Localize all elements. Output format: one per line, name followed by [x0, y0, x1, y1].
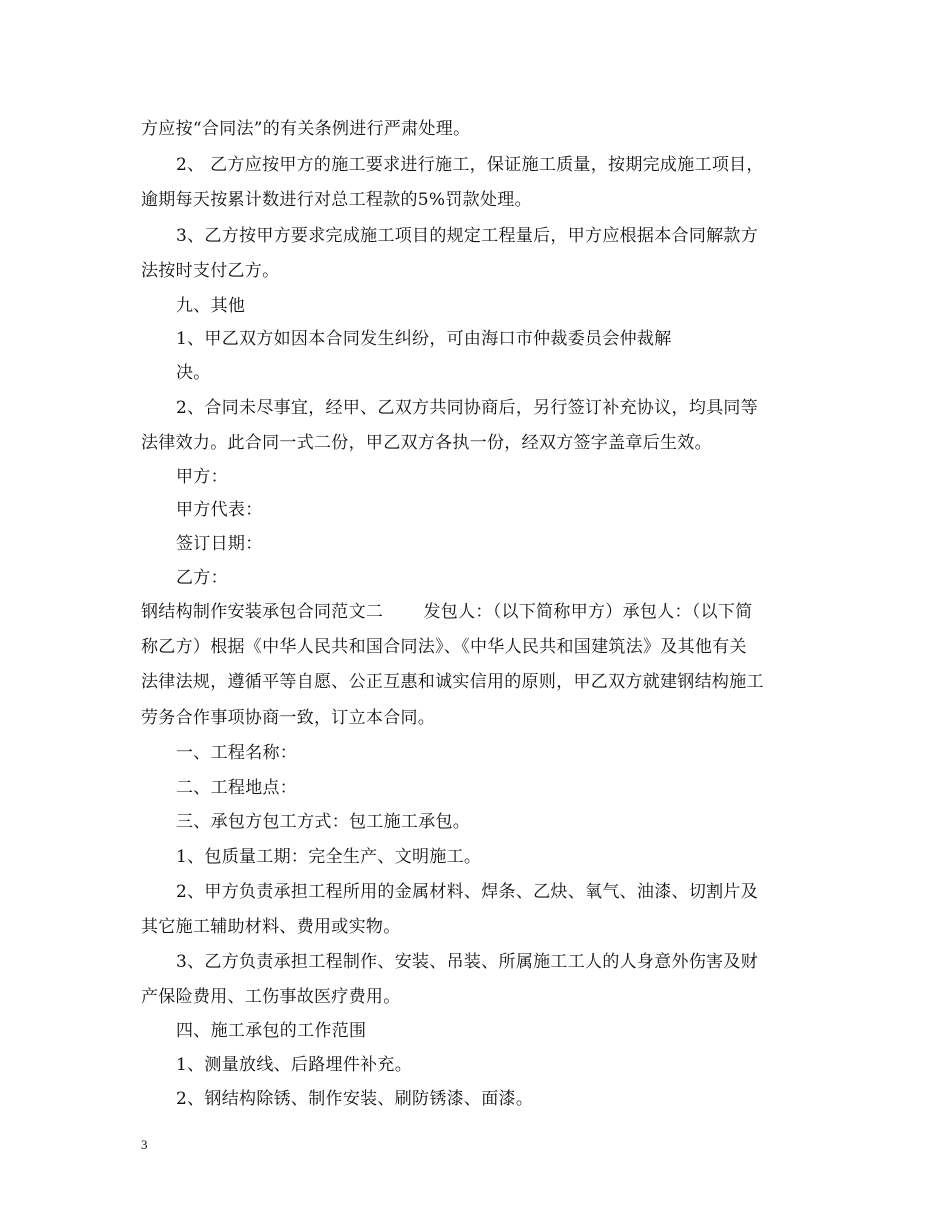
section-heading: 四、施工承包的工作范围 [176, 1021, 367, 1041]
text-line: 法按时支付乙方。 [141, 261, 280, 281]
section-heading: 三、承包方包工方式：包工施工承包。 [176, 812, 471, 832]
text-line: 2、合同未尽事宜，经甲、乙双方共同协商后，另行签订补充协议，均具同等 [176, 398, 759, 418]
text-line: 其它施工辅助材料、费用或实物。 [141, 917, 401, 937]
signature-field-date: 签订日期： [176, 534, 263, 554]
text-line: 产保险费用、工伤事故医疗费用。 [141, 987, 401, 1007]
page-number: 3 [141, 1137, 148, 1152]
text-line: 称乙方）根据《中华人民共和国合同法》、《中华人民共和国建筑法》及其他有关 [141, 637, 747, 657]
text-line: 2、钢结构除锈、制作安装、刷防锈漆、面漆。 [176, 1089, 534, 1109]
text-line: 决。 [176, 363, 211, 383]
text-line: 法律法规，遵循平等自愿、公正互惠和诚实信用的原则，甲乙双方就建钢结构施工 [141, 672, 764, 692]
section-heading: 九、其他 [176, 296, 246, 316]
text-line: 1、测量放线、后路埋件补充。 [176, 1055, 413, 1075]
text-line: 3、乙方按甲方要求完成施工项目的规定工程量后，甲方应根据本合同解款方 [176, 226, 759, 246]
text-line: 3、乙方负责承担工程制作、安装、吊装、所属施工工人的人身意外伤害及财 [176, 952, 759, 972]
text-line: 逾期每天按累计数进行对总工程款的5%罚款处理。 [141, 190, 532, 210]
text-line: 劳务合作事项协商一致，订立本合同。 [141, 708, 436, 728]
text-line: 2、 乙方应按甲方的施工要求进行施工，保证施工质量，按期完成施工项目， [176, 155, 764, 175]
section-heading: 二、工程地点： [176, 778, 298, 798]
signature-field-party-b: 乙方： [176, 568, 228, 588]
text-line: 法律效力。此合同一式二份，甲乙双方各执一份，经双方签字盖章后生效。 [141, 433, 712, 453]
text-line: 方应按“合同法”的有关条例进行严肃处理。 [141, 119, 471, 139]
signature-field-party-a: 甲方： [176, 467, 228, 487]
text-line: 2、甲方负责承担工程所用的金属材料、焊条、乙炔、氧气、油漆、切割片及 [176, 882, 759, 902]
text-line: 1、包质量工期：完全生产、文明施工。 [176, 847, 482, 867]
text-line: 钢结构制作安装承包合同范文二 发包人：（以下简称甲方）承包人：（以下简 [141, 602, 753, 622]
text-line: 1、甲乙双方如因本合同发生纠纷，可由海口市仲裁委员会仲裁解 [176, 329, 672, 349]
section-heading: 一、工程名称： [176, 743, 298, 763]
signature-field-representative: 甲方代表： [176, 500, 263, 520]
